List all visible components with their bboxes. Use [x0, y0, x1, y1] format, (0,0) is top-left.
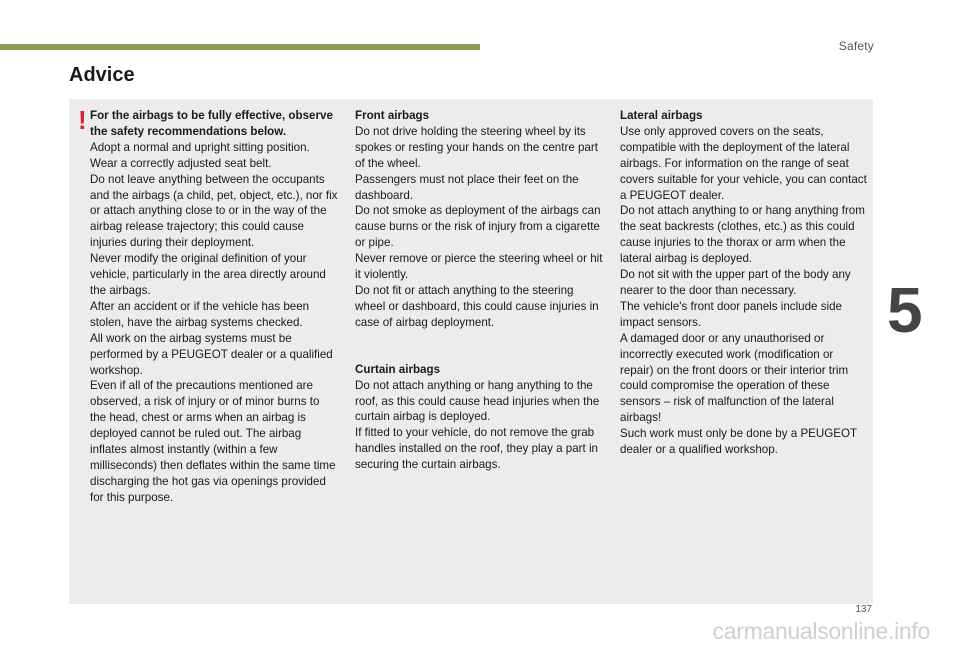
general-line: Wear a correctly adjusted seat belt. — [90, 156, 272, 170]
front-line: Do not drive holding the steering wheel by its spokes or resting your hands on the centre part of the wheel. — [355, 124, 598, 170]
section-label: Safety — [838, 39, 874, 53]
general-lead: For the airbags to be fully effective, observe the safety recommendations below. — [90, 109, 333, 138]
front-line: Do not fit or attach anything to the steering wheel or dashboard, this could cause injuries in case of airbag deployment. — [355, 283, 599, 329]
page-title: Advice — [69, 64, 135, 86]
advice-panel — [69, 99, 873, 604]
general-line: All work on the airbag systems must be performed by a PEUGEOT dealer or a qualified workshop. — [90, 331, 333, 377]
lateral-line: Such work must only be done by a PEUGEOT dealer or a qualified workshop. — [620, 427, 857, 457]
front-line: Never remove or pierce the steering wheel or hit it violently. — [355, 252, 603, 282]
curtain-line: If fitted to your vehicle, do not remove the grab handles installed on the roof, they play a part in securing the curtain airbags. — [355, 426, 598, 472]
lateral-line: A damaged door or any unauthorised or incorrectly executed work (modification or repair) on the front doors or their interior trim could compromise the operation of these sensors – risk of malfunction of the lateral airbags! — [620, 331, 849, 425]
front-curtain-column — [355, 108, 603, 473]
header-accent-bar — [0, 44, 480, 50]
general-line: Never modify the original definition of your vehicle, particularly in the area directly around the airbags. — [90, 252, 326, 297]
general-line: Even if all of the precautions mentioned are observed, a risk of injury or of minor burns to the head, chest or arms when an airbag is deployed cannot be ruled out. The airbag inflates almost instantly (within a few milliseconds) then deflates within the same time discharging the hot gas via openings provided for this purpose. — [90, 379, 336, 504]
general-advice-column — [90, 108, 338, 506]
chapter-number: 5 — [887, 274, 923, 346]
section-gap — [355, 331, 603, 362]
lateral-line: Use only approved covers on the seats, compatible with the deployment of the lateral airbags. For information on the range of seat covers suitable for your vehicle, you can contact a PEUGEOT dealer. — [620, 124, 867, 202]
lateral-line: Do not sit with the upper part of the body any nearer to the door than necessary. — [620, 268, 851, 297]
front-line: Do not smoke as deployment of the airbags can cause burns or the risk of injury from a cigarette or pipe. — [355, 204, 601, 250]
curtain-airbags-heading: Curtain airbags — [355, 362, 441, 376]
curtain-line: Do not attach anything or hang anything to the roof, as this could cause head injuries when the curtain airbag is deployed. — [355, 378, 600, 424]
front-line: Passengers must not place their feet on the dashboard. — [355, 172, 579, 202]
front-airbags-heading: Front airbags — [355, 109, 430, 122]
watermark: carmanualsonline.info — [712, 618, 930, 644]
lateral-line: The vehicle's front door panels include side impact sensors. — [620, 299, 842, 329]
general-line: Do not leave anything between the occupants and the airbags (a child, pet, object, etc.), nor fix or attach anything close to or in the way of the airbag release trajectory; this could cause injuries during their deployment. — [90, 172, 338, 250]
lateral-line: Do not attach anything to or hang anything from the seat backrests (clothes, etc.) as this could cause injuries to the thorax or arm when the lateral airbag is deployed. — [620, 204, 865, 266]
page-number: 137 — [855, 604, 872, 615]
general-line: Adopt a normal and upright sitting position. — [90, 140, 310, 154]
exclamation-warning-icon: ! — [78, 105, 87, 135]
lateral-airbags-heading: Lateral airbags — [620, 109, 703, 122]
lateral-column — [620, 108, 868, 458]
general-line: After an accident or if the vehicle has been stolen, have the airbag systems checked. — [90, 299, 310, 329]
